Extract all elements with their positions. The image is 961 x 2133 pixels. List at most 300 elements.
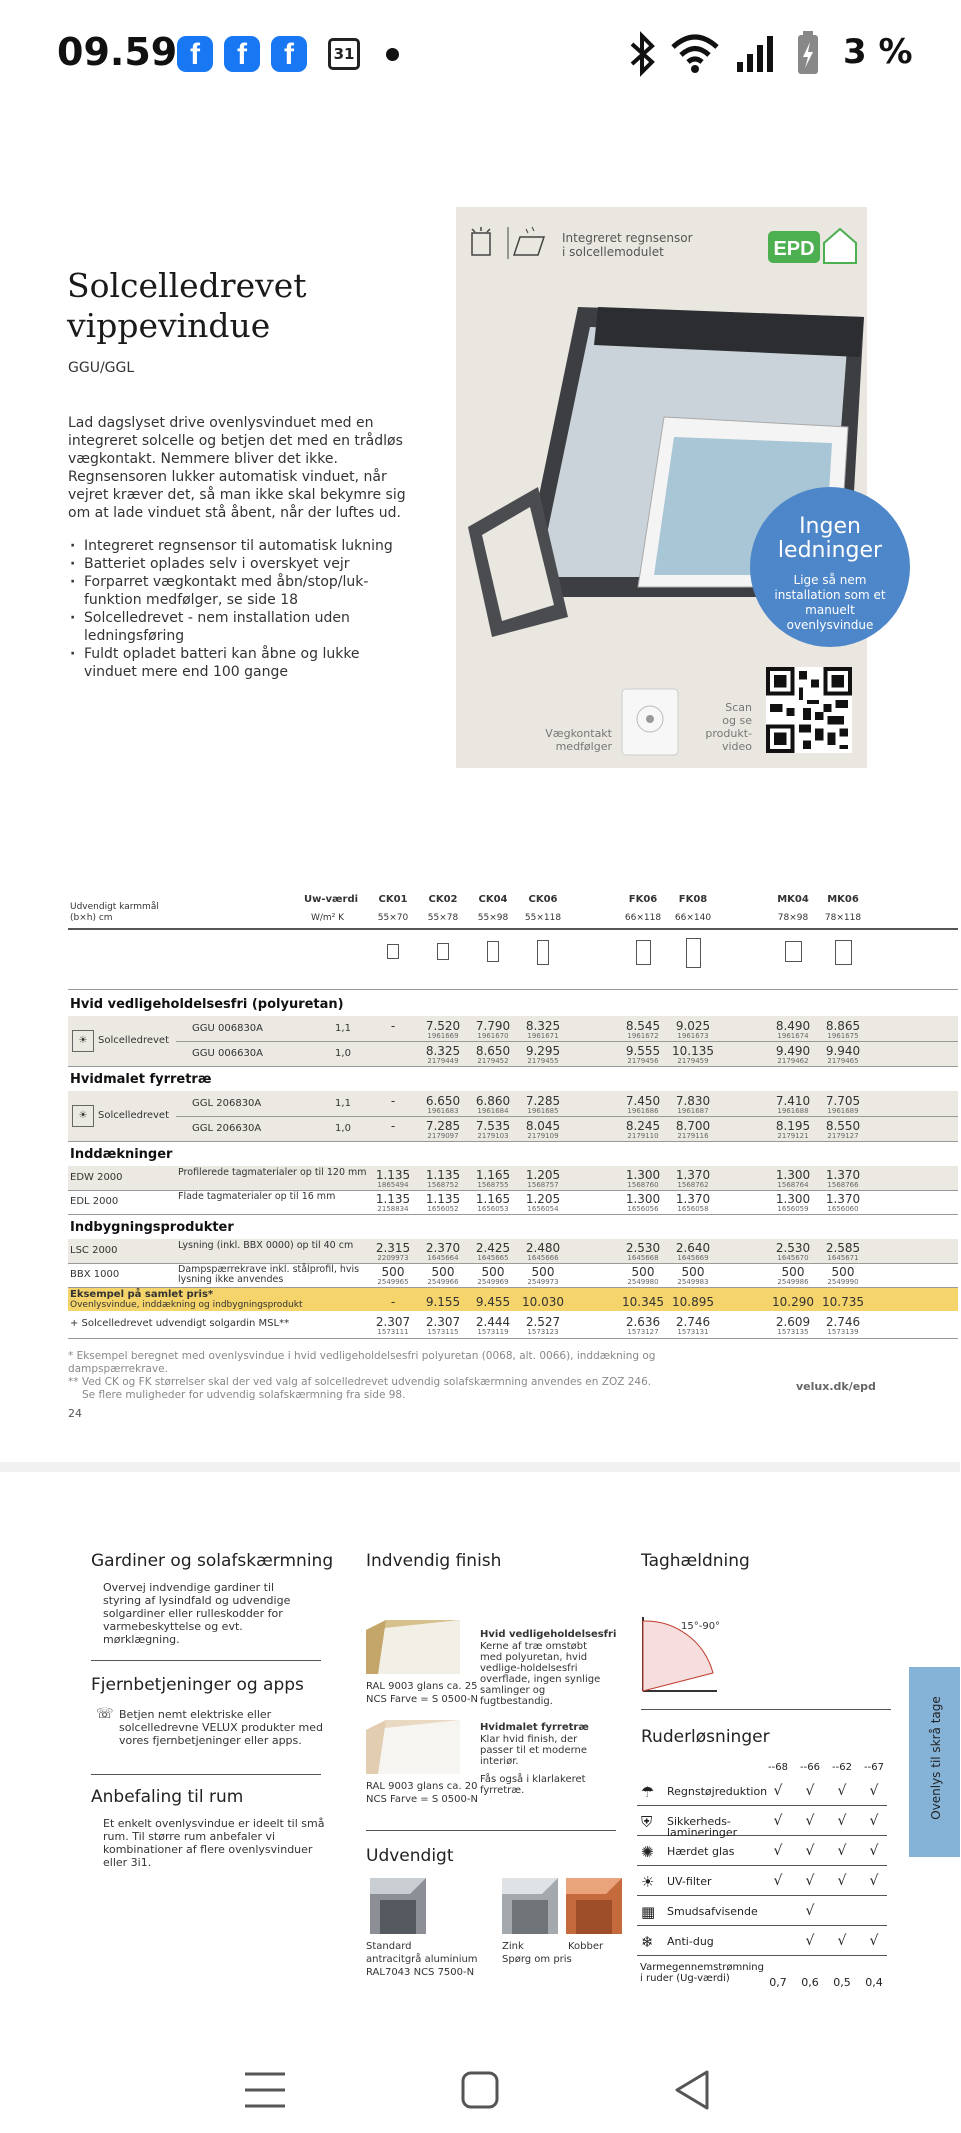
article-number-cell: 2549983 xyxy=(677,1278,709,1286)
list-item: · Integreret regnsensor til automatisk lukning xyxy=(68,537,413,555)
section-tab[interactable]: Ovenlys til skrå tage xyxy=(909,1667,960,1857)
glass-feature-label: UV-filter xyxy=(667,1875,712,1888)
price-cell: 8.545 xyxy=(625,1019,661,1033)
msl-price-cell: 2.746 xyxy=(675,1315,711,1329)
example-price-cell: 10.290 xyxy=(772,1295,814,1309)
check-mark: √ xyxy=(805,1873,815,1889)
price-cell: 9.555 xyxy=(625,1044,661,1058)
divider xyxy=(68,928,958,930)
price-cell: 8.490 xyxy=(775,1019,811,1033)
price-cell: 2.315 xyxy=(375,1241,411,1255)
white-polyurethane-swatch xyxy=(366,1620,460,1674)
scan-caption: Scan og se produkt- video xyxy=(705,701,752,753)
article-number-cell: 1656059 xyxy=(777,1205,809,1213)
dim-cell: 55×118 xyxy=(524,913,562,923)
article-number-cell: 1568752 xyxy=(427,1181,459,1189)
dim-cell: 66×118 xyxy=(624,913,662,923)
price-cell: 8.195 xyxy=(775,1119,811,1133)
check-mark: √ xyxy=(805,1843,815,1859)
divider xyxy=(68,1141,958,1142)
check-mark: √ xyxy=(773,1783,783,1799)
table-row xyxy=(637,1838,887,1866)
wall-switch-caption: Vægkontakt medfølger xyxy=(545,727,612,753)
list-item: · Fuldt opladet batteri kan åbne og lukke vinduet mere end 100 gange xyxy=(68,645,413,681)
check-mark: √ xyxy=(869,1873,879,1889)
heading: Ruderløsninger xyxy=(641,1727,770,1747)
article-number-cell: 1573111 xyxy=(377,1328,409,1336)
price-cell: 500 xyxy=(381,1265,405,1279)
finish-caption: RAL 9003 glans ca. 20 NCS Farve = S 0500-N xyxy=(366,1781,478,1805)
list-item: · Batteriet oplades selv i overskyet vejr xyxy=(68,555,413,573)
home-icon[interactable] xyxy=(460,2070,500,2110)
price-cell: 9.490 xyxy=(775,1044,811,1058)
article-number-cell: 1573127 xyxy=(627,1328,659,1336)
unit-label: W/m² K xyxy=(311,913,345,923)
notification-dot-icon xyxy=(386,48,399,61)
finish-text: Fås også i klarlakeret fyrretræ. xyxy=(480,1774,586,1796)
price-cell: 1.300 xyxy=(775,1192,811,1206)
price-cell: 7.790 xyxy=(475,1019,511,1033)
uw-value-cell: 1,1 xyxy=(335,1023,351,1034)
dim-cell: 55×78 xyxy=(427,913,459,923)
recent-apps-icon[interactable] xyxy=(243,2070,287,2110)
clock: 09.59 xyxy=(57,30,178,74)
article-number-cell: 2179097 xyxy=(427,1132,459,1140)
price-cell: 9.025 xyxy=(675,1019,711,1033)
heading: Udvendigt xyxy=(366,1846,454,1866)
check-mark: √ xyxy=(805,1783,815,1799)
article-number-cell: 2179121 xyxy=(777,1132,809,1140)
paragraph: Et enkelt ovenlysvindue er ideelt til små rum. Til større rum anbefaler vi kombinationer af flere ovenlysvinduer eller 3i1. xyxy=(103,1817,325,1869)
article-number-cell: 1573123 xyxy=(527,1328,559,1336)
price-cell: - xyxy=(390,1019,396,1033)
list-item: · Forparret vægkontakt med åbn/stop/luk-funktion medfølger, se side 18 xyxy=(68,573,413,609)
divider xyxy=(91,1774,321,1775)
article-number-cell: 1573135 xyxy=(777,1328,809,1336)
easy-clean-icon: ▦ xyxy=(641,1903,656,1921)
finish-text: Klar hvid finish, der passer til et moderne interiør. xyxy=(480,1734,588,1767)
article-number-cell: 1645665 xyxy=(477,1254,509,1262)
divider xyxy=(68,1066,958,1067)
footnotes: * Eksempel beregnet med ovenlysvindue i hvid vedligeholdelsesfri polyuretan (0068, alt. 0066), inddækning og dampspærrekrave. ** Ved CK og FK størrelser skal der ved valg af solcelledrevet udvendig solafskærmning anvendes en ZOZ 246. Se flere muligheder for udvendig solafskærmning fra side 98. xyxy=(68,1350,656,1401)
price-cell: 1.165 xyxy=(475,1168,511,1182)
price-cell: 1.135 xyxy=(425,1168,461,1182)
heading: Taghældning xyxy=(641,1551,750,1571)
example-price-cell: 9.455 xyxy=(475,1295,511,1309)
article-number-cell: 1961670 xyxy=(477,1032,509,1040)
price-cell: 7.535 xyxy=(475,1119,511,1133)
divider xyxy=(68,1338,958,1339)
ug-value-cell: 0,6 xyxy=(801,1976,819,1989)
price-cell: 1.300 xyxy=(775,1168,811,1182)
price-cell: 2.425 xyxy=(475,1241,511,1255)
product-code-cell: GGU 006830A xyxy=(192,1023,264,1034)
size-shape-icon xyxy=(537,940,549,965)
facebook-icon: f xyxy=(271,36,307,72)
price-cell: 7.520 xyxy=(425,1019,461,1033)
article-number-cell: 1573131 xyxy=(677,1328,709,1336)
article-number-cell: 1573139 xyxy=(827,1328,859,1336)
article-number-cell: 2179110 xyxy=(627,1132,659,1140)
article-number-cell: 2179109 xyxy=(527,1132,559,1140)
article-number-cell: 1961684 xyxy=(477,1107,509,1115)
article-number-cell: 1568764 xyxy=(777,1181,809,1189)
article-number-cell: 1568760 xyxy=(627,1181,659,1189)
size-ck04: CK04 xyxy=(478,894,508,905)
price-cell: 9.940 xyxy=(825,1044,861,1058)
price-cell: 500 xyxy=(831,1265,855,1279)
price-cell: 1.165 xyxy=(475,1192,511,1206)
article-number-cell: 2179103 xyxy=(477,1132,509,1140)
check-mark: √ xyxy=(805,1903,815,1919)
msl-price-cell: 2.307 xyxy=(425,1315,461,1329)
article-number-cell: 1645671 xyxy=(827,1254,859,1262)
article-number-cell: 1645669 xyxy=(677,1254,709,1262)
product-code-cell: LSC 2000 xyxy=(70,1245,118,1256)
divider xyxy=(68,1214,958,1215)
article-number-cell: 1645664 xyxy=(427,1254,459,1262)
example-price-cell: 9.155 xyxy=(425,1295,461,1309)
price-cell: 2.370 xyxy=(425,1241,461,1255)
article-number-cell: 1961674 xyxy=(777,1032,809,1040)
msl-price-cell: 2.527 xyxy=(525,1315,561,1329)
row-label: Solcelledrevet xyxy=(98,1035,169,1046)
page-number: 24 xyxy=(68,1407,82,1420)
article-number-cell: 2179116 xyxy=(677,1132,709,1140)
check-mark: √ xyxy=(869,1783,879,1799)
article-number-cell: 1645668 xyxy=(627,1254,659,1262)
list-item: · Solcelledrevet - nem installation uden ledningsføring xyxy=(68,609,413,645)
white-pine-swatch xyxy=(366,1720,460,1774)
article-number-cell: 1961685 xyxy=(527,1107,559,1115)
product-code-cell: BBX 1000 xyxy=(70,1269,120,1280)
article-number-cell: 1865494 xyxy=(377,1181,409,1189)
finish-title: Hvidmalet fyrretræ xyxy=(480,1722,589,1733)
intro-text: Lad dagslyset drive ovenlysvinduet med en integreret solcelle og betjen det med en trådløs vægkontakt. Nemmere bliver det ikke. Regnsensoren lukker automatisk vinduet, når vejret kræver det, så man ikke skal bekymre sig om at lade vinduet stå åbent, når der luftes ud. xyxy=(68,415,406,521)
size-ck01: CK01 xyxy=(378,894,408,905)
article-number-cell: 1961689 xyxy=(827,1107,859,1115)
example-subtitle: Ovenlysvindue, inddækning og indbygningsprodukt xyxy=(70,1300,303,1310)
check-mark: √ xyxy=(837,1843,847,1859)
size-shape-icon xyxy=(785,941,802,962)
navigation-bar xyxy=(0,2020,960,2133)
article-number-cell: 2179459 xyxy=(677,1057,709,1065)
article-number-cell: 1961687 xyxy=(677,1107,709,1115)
finish-title: Hvid vedligeholdelsesfri xyxy=(480,1629,617,1640)
dim-cell: 78×98 xyxy=(777,913,809,923)
facebook-icon: f xyxy=(224,36,260,72)
product-code-cell: GGU 006630A xyxy=(192,1048,264,1059)
bluetooth-icon xyxy=(628,32,658,76)
back-icon[interactable] xyxy=(672,2068,712,2112)
check-mark: √ xyxy=(837,1933,847,1949)
price-cell: 1.135 xyxy=(375,1168,411,1182)
article-number-cell: 1961675 xyxy=(827,1032,859,1040)
article-number-cell: 2179465 xyxy=(827,1057,859,1065)
epd-logo xyxy=(768,223,858,265)
uw-value-cell: 1,0 xyxy=(335,1048,351,1059)
status-bar xyxy=(0,0,960,110)
svg-text:EPD: EPD xyxy=(773,238,815,260)
price-cell: 1.370 xyxy=(825,1168,861,1182)
price-cell: 2.480 xyxy=(525,1241,561,1255)
glass-feature-label: Regnstøjreduktion xyxy=(667,1785,768,1798)
msl-price-cell: 2.444 xyxy=(475,1315,511,1329)
msl-label: + Solcelledrevet udvendigt solgardin MSL** xyxy=(70,1318,290,1329)
paragraph: Betjen nemt elektriske eller solcelledrevne VELUX produkter med vores fjernbetjeninger eller apps. xyxy=(119,1708,324,1747)
zinc-swatch xyxy=(502,1878,558,1934)
price-cell: 8.550 xyxy=(825,1119,861,1133)
ug-value-cell: 0,7 xyxy=(769,1976,787,1989)
glass-column-header: --62 xyxy=(832,1762,852,1773)
article-number-cell: 1656054 xyxy=(527,1205,559,1213)
divider xyxy=(176,1116,958,1117)
section-title: Hvidmalet fyrretræ xyxy=(70,1072,212,1087)
glass-feature-label: Anti-dug xyxy=(667,1935,714,1948)
size-shape-icon xyxy=(686,938,701,968)
aluminium-swatch xyxy=(370,1878,426,1934)
price-cell: 7.285 xyxy=(525,1094,561,1108)
ug-value-label: Varmegennemstrømning i ruder (Ug-værdi) xyxy=(640,1962,764,1984)
ug-value-cell: 0,5 xyxy=(833,1976,851,1989)
article-number-cell: 1568755 xyxy=(477,1181,509,1189)
glass-feature-label: Sikkerheds-lamineringer xyxy=(667,1815,738,1839)
price-cell: 1.205 xyxy=(525,1168,561,1182)
dim-cell: 66×140 xyxy=(674,913,712,923)
swatch-caption: Kobber xyxy=(568,1941,604,1952)
copper-swatch xyxy=(566,1878,622,1934)
article-number-cell: 1656060 xyxy=(827,1205,859,1213)
size-fk06: FK06 xyxy=(628,894,658,905)
page-separator xyxy=(0,1462,960,1472)
price-cell: 7.410 xyxy=(775,1094,811,1108)
price-cell: 7.705 xyxy=(825,1094,861,1108)
article-number-cell: 1961686 xyxy=(627,1107,659,1115)
battery-icon xyxy=(795,30,821,76)
price-cell: 8.325 xyxy=(425,1044,461,1058)
size-shape-icon xyxy=(437,943,449,960)
swatch-caption: Zink Spørg om pris xyxy=(502,1941,572,1965)
size-shape-icon xyxy=(387,944,399,959)
example-price-cell: 10.345 xyxy=(622,1295,664,1309)
table-row xyxy=(637,1868,887,1896)
remote-icon: ☏ xyxy=(96,1706,114,1722)
msl-price-cell: 2.636 xyxy=(625,1315,661,1329)
divider xyxy=(68,989,958,990)
glass-feature-label: Smudsafvisende xyxy=(667,1905,758,1918)
price-cell: - xyxy=(390,1119,396,1133)
description-cell: Dampspærrekrave inkl. stålprofil, hvis lysning ikke anvendes xyxy=(178,1264,360,1285)
price-cell: 7.830 xyxy=(675,1094,711,1108)
article-number-cell: 2209973 xyxy=(377,1254,409,1262)
price-cell: 6.860 xyxy=(475,1094,511,1108)
size-ck02: CK02 xyxy=(428,894,458,905)
uw-value-cell: 1,0 xyxy=(335,1123,351,1134)
article-number-cell: 2158834 xyxy=(377,1205,409,1213)
product-photo xyxy=(456,207,886,768)
table-row xyxy=(637,1928,887,1956)
price-cell: - xyxy=(390,1094,396,1108)
laminated-glass-icon: ⛨ xyxy=(641,1813,653,1831)
calendar-icon: 31 xyxy=(328,38,360,70)
article-number-cell: 2179462 xyxy=(777,1057,809,1065)
check-mark: √ xyxy=(869,1933,879,1949)
size-mk04: MK04 xyxy=(777,894,809,905)
size-shape-icon xyxy=(636,940,651,965)
article-number-cell: 1645670 xyxy=(777,1254,809,1262)
price-cell: 8.865 xyxy=(825,1019,861,1033)
check-mark: √ xyxy=(869,1813,879,1829)
msl-price-cell: 2.746 xyxy=(825,1315,861,1329)
price-cell: 2.530 xyxy=(775,1241,811,1255)
dimension-label: Udvendigt karmmål (b×h) cm xyxy=(70,902,159,923)
article-number-cell: 1961673 xyxy=(677,1032,709,1040)
size-shape-icon xyxy=(487,941,499,962)
article-number-cell: 1961671 xyxy=(527,1032,559,1040)
section-title: Indbygningsprodukter xyxy=(70,1220,234,1235)
solar-icon: ☀ xyxy=(72,1105,94,1127)
check-mark: √ xyxy=(837,1813,847,1829)
article-number-cell: 1573119 xyxy=(477,1328,509,1336)
heading: Gardiner og solafskærmning xyxy=(91,1551,334,1571)
solar-icon: ☀ xyxy=(72,1030,94,1052)
facebook-icon: f xyxy=(177,36,213,72)
divider xyxy=(176,1041,958,1042)
rain-noise-icon: ☂ xyxy=(641,1783,655,1801)
velux-link[interactable]: velux.dk/epd xyxy=(796,1380,876,1393)
price-cell: 2.530 xyxy=(625,1241,661,1255)
divider xyxy=(91,1660,321,1661)
table-row xyxy=(637,1898,887,1926)
price-cell: 9.295 xyxy=(525,1044,561,1058)
signal-icon xyxy=(735,34,775,72)
finish-caption: RAL 9003 glans ca. 25 NCS Farve = S 0500-N xyxy=(366,1681,478,1705)
article-number-cell: 2179455 xyxy=(527,1057,559,1065)
anti-dew-icon: ❄ xyxy=(641,1933,654,1951)
price-cell: 1.370 xyxy=(825,1192,861,1206)
divider xyxy=(641,1709,891,1710)
example-title: Eksempel på samlet pris* xyxy=(70,1289,214,1300)
swatch-caption: Standard antracitgrå aluminium RAL7043 NCS 7500-N xyxy=(366,1941,478,1978)
article-number-cell: 2179127 xyxy=(827,1132,859,1140)
battery-percent: 3 % xyxy=(843,32,913,72)
article-number-cell: 1961669 xyxy=(427,1032,459,1040)
description-cell: Profilerede tagmaterialer op til 120 mm xyxy=(178,1167,367,1178)
article-number-cell: 1568766 xyxy=(827,1181,859,1189)
example-price-cell: 10.895 xyxy=(672,1295,714,1309)
finish-text: Kerne af træ omstøbt med polyuretan, hvid vedlige-holdelsesfri overflade, ingen synlige samlinger og fugtbestandig. xyxy=(480,1641,601,1707)
article-number-cell: 2179456 xyxy=(627,1057,659,1065)
article-number-cell: 2549965 xyxy=(377,1278,409,1286)
article-number-cell: 2549969 xyxy=(477,1278,509,1286)
description-cell: Flade tagmaterialer op til 16 mm xyxy=(178,1191,336,1202)
price-cell: 1.370 xyxy=(675,1192,711,1206)
product-code: GGU/GGL xyxy=(68,360,135,376)
msl-price-cell: 2.307 xyxy=(375,1315,411,1329)
product-code-cell: EDW 2000 xyxy=(70,1172,123,1183)
article-number-cell: 1656052 xyxy=(427,1205,459,1213)
price-cell: 500 xyxy=(431,1265,455,1279)
price-cell: 2.640 xyxy=(675,1241,711,1255)
price-cell: 500 xyxy=(531,1265,555,1279)
article-number-cell: 1568762 xyxy=(677,1181,709,1189)
wifi-icon xyxy=(670,33,720,73)
divider xyxy=(366,1830,616,1831)
table-row xyxy=(637,1778,887,1806)
price-cell: 2.585 xyxy=(825,1241,861,1255)
page-title: Solcelledrevet vippevindue xyxy=(67,266,307,345)
price-cell: 500 xyxy=(681,1265,705,1279)
section-title: Hvid vedligeholdelsesfri (polyuretan) xyxy=(70,997,344,1012)
size-fk08: FK08 xyxy=(678,894,708,905)
price-cell: 1.300 xyxy=(625,1168,661,1182)
wall-switch-icon xyxy=(620,687,680,757)
article-number-cell: 2549980 xyxy=(627,1278,659,1286)
tempered-glass-icon: ✺ xyxy=(641,1843,654,1861)
article-number-cell: 2179452 xyxy=(477,1057,509,1065)
description-cell: Lysning (inkl. BBX 0000) op til 40 cm xyxy=(178,1240,354,1251)
table-row xyxy=(637,1808,887,1839)
price-cell: 8.650 xyxy=(475,1044,511,1058)
paragraph: Overvej indvendige gardiner til styring af lysindfald og udvendige solgardiner eller rulleskodder for varmebeskyttelse og evt. mørklægning. xyxy=(103,1581,291,1646)
check-mark: √ xyxy=(805,1813,815,1829)
article-number-cell: 2549986 xyxy=(777,1278,809,1286)
price-cell: 8.045 xyxy=(525,1119,561,1133)
article-number-cell: 1961683 xyxy=(427,1107,459,1115)
article-number-cell: 2179449 xyxy=(427,1057,459,1065)
glass-column-header: --66 xyxy=(800,1762,820,1773)
price-cell: 7.285 xyxy=(425,1119,461,1133)
price-cell: 500 xyxy=(781,1265,805,1279)
example-price-cell: - xyxy=(390,1295,396,1309)
glass-feature-label: Hærdet glas xyxy=(667,1845,735,1858)
price-cell: 500 xyxy=(481,1265,505,1279)
check-mark: √ xyxy=(773,1813,783,1829)
article-number-cell: 1568757 xyxy=(527,1181,559,1189)
check-mark: √ xyxy=(869,1843,879,1859)
price-cell: 1.370 xyxy=(675,1168,711,1182)
price-cell: 1.300 xyxy=(625,1192,661,1206)
dim-cell: 55×98 xyxy=(477,913,509,923)
size-ck06: CK06 xyxy=(528,894,558,905)
size-shape-icon xyxy=(835,940,852,965)
row-label: Solcelledrevet xyxy=(98,1110,169,1121)
heading: Fjernbetjeninger og apps xyxy=(91,1675,304,1695)
article-number-cell: 1656058 xyxy=(677,1205,709,1213)
price-cell: 1.135 xyxy=(375,1192,411,1206)
price-cell: 8.700 xyxy=(675,1119,711,1133)
heading: Anbefaling til rum xyxy=(91,1787,244,1807)
check-mark: √ xyxy=(773,1873,783,1889)
article-number-cell: 1656056 xyxy=(627,1205,659,1213)
check-mark: √ xyxy=(837,1783,847,1799)
no-wires-badge: Ingen ledninger Lige så nem installation som et manuelt ovenlysvindue xyxy=(750,487,910,647)
article-number-cell: 1656053 xyxy=(477,1205,509,1213)
price-cell: 8.325 xyxy=(525,1019,561,1033)
product-code-cell: EDL 2000 xyxy=(70,1196,119,1207)
rain-sensor-icon xyxy=(468,225,558,261)
glass-column-header: --67 xyxy=(864,1762,884,1773)
qr-code[interactable] xyxy=(766,667,852,753)
price-cell: 10.135 xyxy=(672,1044,714,1058)
product-code-cell: GGL 206630A xyxy=(192,1123,262,1134)
uw-value-cell: 1,1 xyxy=(335,1098,351,1109)
feature-list xyxy=(68,537,413,681)
msl-price-cell: 2.609 xyxy=(775,1315,811,1329)
uv-filter-icon: ☀ xyxy=(641,1873,655,1891)
article-number-cell: 1573115 xyxy=(427,1328,459,1336)
heading: Indvendig finish xyxy=(366,1551,502,1571)
